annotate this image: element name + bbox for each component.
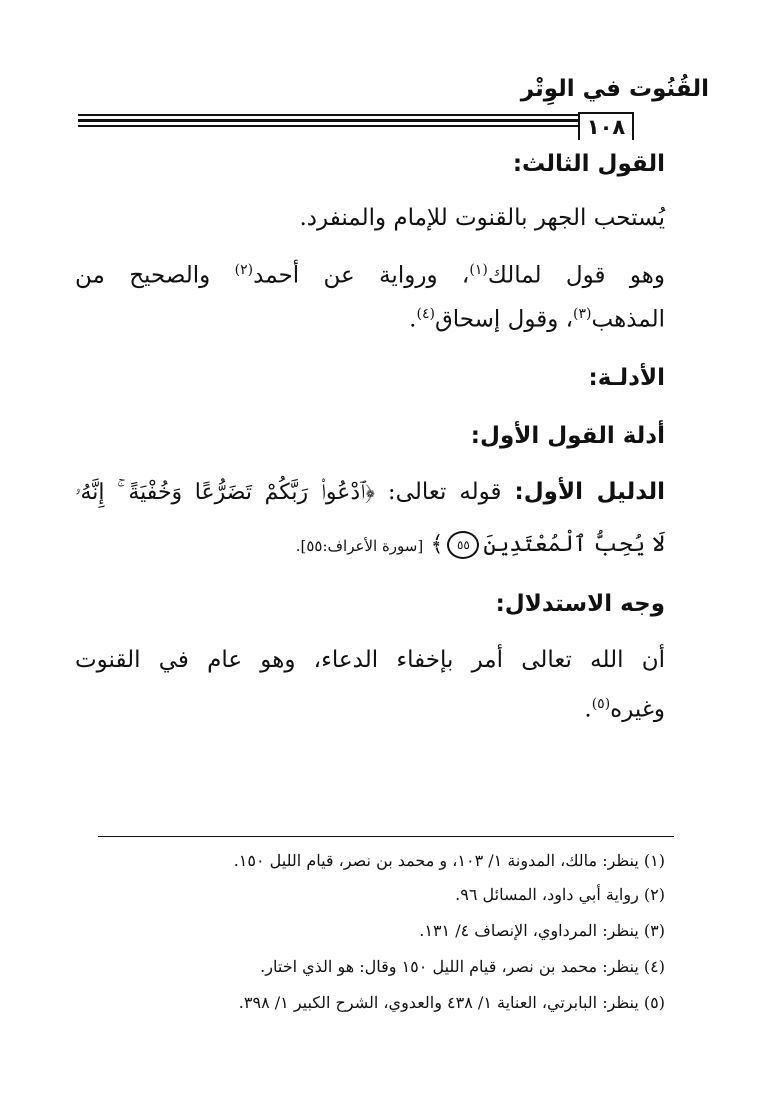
text-run: وغيره [610, 696, 665, 723]
paragraph-line: أن الله تعالى أمر بإخفاء الدعاء، وهو عام في القنوت [75, 647, 665, 673]
footnote: (١) ينظر: مالك، المدونة ١/ ١٠٣، و محمد بن نصر، قيام الليل ١٥٠. [233, 851, 665, 870]
paragraph-line [409, 298, 665, 336]
footnote-ref: (٤) [416, 306, 435, 322]
paragraph-line [75, 254, 665, 292]
footnote: (٤) ينظر: محمد بن نصر، قيام الليل ١٥٠ وقال: هو الذي اختار. [260, 957, 665, 976]
heading-inference: وجه الاستدلال: [495, 591, 665, 617]
footnote-separator [98, 836, 674, 837]
evidence-label: الدليل الأول: [514, 479, 666, 505]
footnote: (٥) ينظر: البابرتي، العناية ١/ ٤٣٨ والعدوي، الشرح الكبير ١/ ٣٩٨. [238, 993, 665, 1012]
heading-third-opinion: القول الثالث: [512, 151, 665, 177]
page-number: ١٠٨ [578, 112, 634, 140]
heading-evidence: الأدلـة: [588, 365, 665, 391]
paragraph-line: يُستحب الجهر بالقنوت للإمام والمنفرد. [299, 205, 665, 231]
paragraph-line [75, 476, 665, 509]
paragraph-line [296, 528, 665, 562]
header-rule-line [78, 125, 578, 127]
quran-verse: ﴿ٱدْعُوا۟ رَبَّكُمْ تَضَرُّعًا وَخُفْيَةً ۚ إِنَّهُۥ [75, 480, 375, 505]
text-run: المذهب [591, 306, 665, 333]
text-run: قوله تعالى: [374, 479, 515, 505]
header-rule [78, 112, 634, 139]
footnote-ref: (٢) [234, 262, 254, 278]
footnote-ref: (٣) [573, 306, 592, 322]
header-rule-line [78, 119, 578, 122]
header-rule-line [78, 114, 578, 116]
quran-verse: لَا يُحِبُّ ٱلْمُعْتَدِينَ [483, 532, 665, 557]
running-header-title: القُنُوت في الوِتْر [520, 76, 709, 102]
surah-reference: [سورة الأعراف:٥٥]. [295, 537, 424, 555]
footnote-ref: (١) [469, 262, 488, 278]
text-run: ، ورواية عن أحمد [253, 262, 470, 289]
footnote-ref: (٥) [591, 696, 611, 712]
paragraph-line [584, 688, 665, 726]
footnote: (٣) ينظر: المرداوي، الإنصاف ٤/ ١٣١. [419, 921, 665, 940]
text-run: . [409, 306, 417, 333]
quran-bracket: ﴾ [430, 532, 444, 557]
text-run: . [584, 696, 592, 723]
footnote: (٢) رواية أبي داود، المسائل ٩٦. [455, 885, 665, 904]
text-run: والصحيح من [75, 262, 235, 289]
text-run: وهو قول لمالك [487, 262, 665, 289]
text-run: ، وقول إسحاق [434, 306, 574, 333]
ayah-number-mark: ٥٥ [447, 531, 479, 559]
heading-first-evidence: أدلة القول الأول: [470, 423, 665, 449]
